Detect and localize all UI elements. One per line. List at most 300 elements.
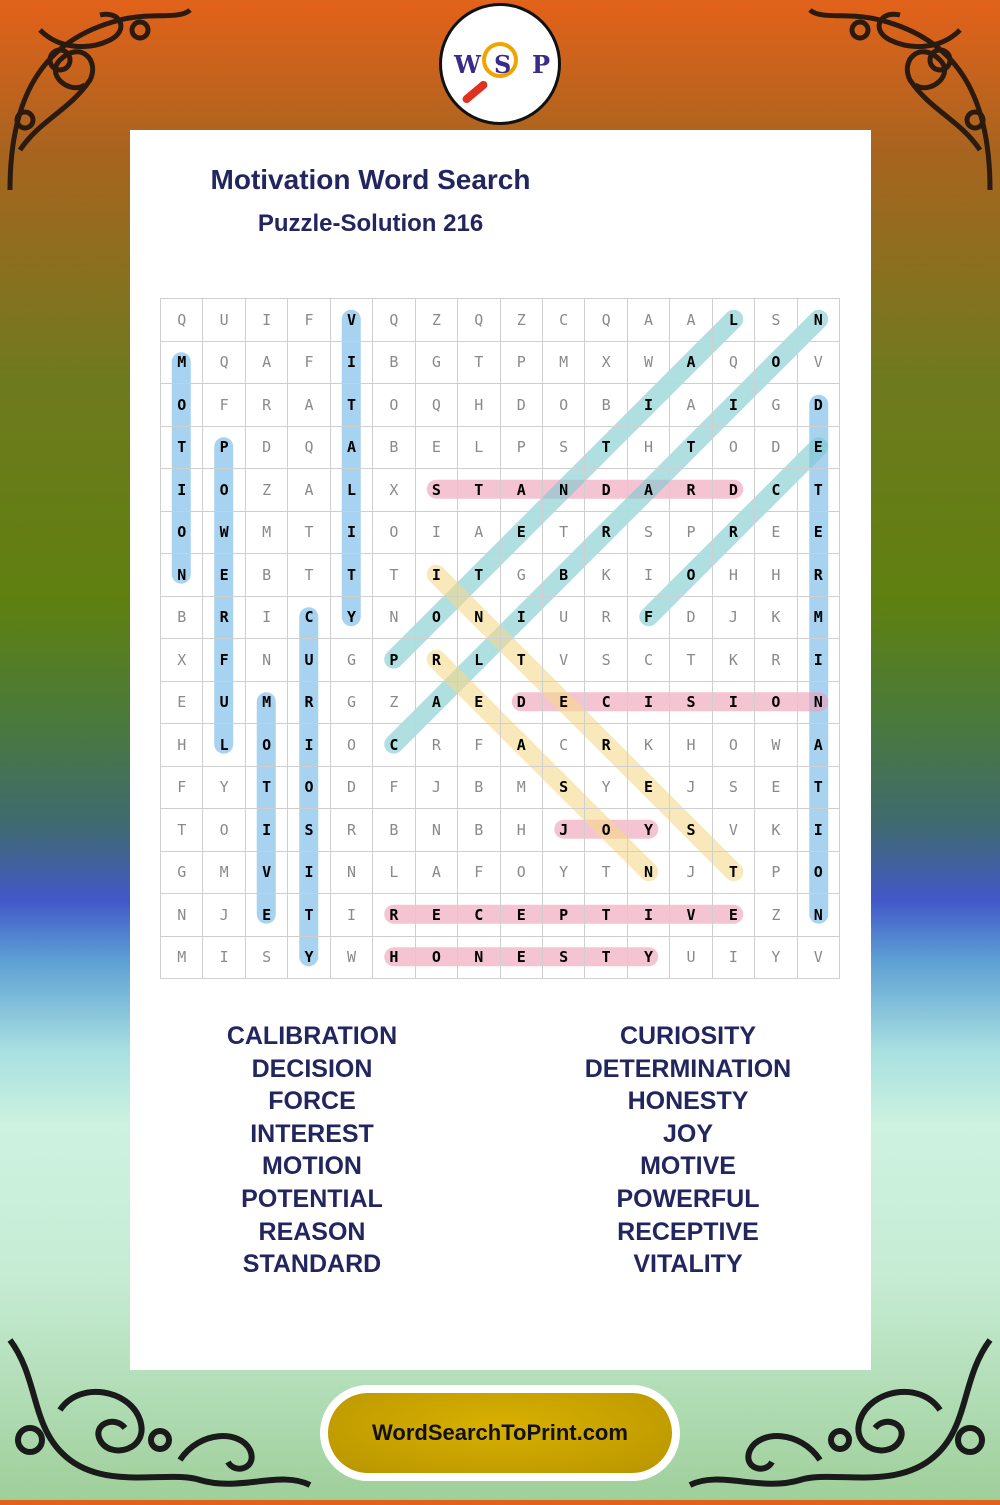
- word-list-item: MOTIVE: [640, 1152, 736, 1181]
- grid-cell[interactable]: R: [670, 469, 712, 512]
- word-list-item: CURIOSITY: [619, 1022, 757, 1050]
- grid-cell[interactable]: I: [245, 596, 287, 639]
- logo-letter-w: W: [454, 50, 481, 79]
- grid-cell[interactable]: Z: [755, 894, 797, 937]
- grid-row: [161, 384, 840, 427]
- grid-cell[interactable]: Y: [627, 809, 669, 852]
- grid-cell[interactable]: A: [415, 681, 457, 724]
- grid-cell[interactable]: A: [797, 724, 839, 767]
- grid-cell[interactable]: V: [712, 809, 754, 852]
- grid-cell[interactable]: Z: [373, 681, 415, 724]
- grid-cell[interactable]: E: [542, 681, 584, 724]
- grid-cell[interactable]: E: [500, 936, 542, 979]
- grid-cell[interactable]: Y: [330, 596, 372, 639]
- grid-cell[interactable]: L: [203, 724, 245, 767]
- grid-cell[interactable]: T: [542, 511, 584, 554]
- grid-cell[interactable]: H: [373, 936, 415, 979]
- grid-cell[interactable]: N: [797, 894, 839, 937]
- grid-cell[interactable]: H: [712, 554, 754, 597]
- grid-cell[interactable]: N: [161, 554, 203, 597]
- grid-cell[interactable]: M: [203, 851, 245, 894]
- grid-cell[interactable]: Z: [415, 299, 457, 342]
- word-list-item: POWERFUL: [616, 1184, 760, 1213]
- grid-cell[interactable]: E: [797, 426, 839, 469]
- grid-cell[interactable]: F: [288, 341, 330, 384]
- grid-row: [161, 299, 840, 342]
- grid-cell[interactable]: I: [415, 554, 457, 597]
- word-list-item: CALIBRATION: [226, 1022, 398, 1050]
- grid-cell[interactable]: L: [458, 426, 500, 469]
- grid-cell[interactable]: Y: [542, 851, 584, 894]
- grid-cell[interactable]: S: [627, 511, 669, 554]
- grid-cell[interactable]: L: [458, 639, 500, 682]
- grid-cell[interactable]: E: [458, 681, 500, 724]
- grid-cell[interactable]: M: [245, 681, 287, 724]
- grid-cell[interactable]: S: [670, 681, 712, 724]
- grid-row: [161, 639, 840, 682]
- grid-cell[interactable]: M: [161, 341, 203, 384]
- grid-cell[interactable]: A: [288, 469, 330, 512]
- grid-cell[interactable]: T: [288, 511, 330, 554]
- grid-cell[interactable]: I: [288, 724, 330, 767]
- grid-cell[interactable]: B: [373, 341, 415, 384]
- grid-cell[interactable]: E: [245, 894, 287, 937]
- grid-cell[interactable]: T: [458, 554, 500, 597]
- grid-row: [161, 554, 840, 597]
- grid-cell[interactable]: R: [373, 894, 415, 937]
- letter-grid: [160, 298, 840, 979]
- grid-cell[interactable]: A: [330, 426, 372, 469]
- grid-cell[interactable]: T: [585, 851, 627, 894]
- grid-cell[interactable]: X: [161, 639, 203, 682]
- grid-cell[interactable]: U: [203, 681, 245, 724]
- grid-cell[interactable]: J: [415, 766, 457, 809]
- grid-cell[interactable]: A: [458, 511, 500, 554]
- grid-cell[interactable]: Y: [288, 936, 330, 979]
- grid-cell[interactable]: O: [542, 384, 584, 427]
- grid-cell[interactable]: T: [500, 639, 542, 682]
- word-list-item: FORCE: [268, 1087, 356, 1116]
- grid-cell[interactable]: T: [585, 936, 627, 979]
- grid-cell[interactable]: O: [415, 936, 457, 979]
- grid-cell[interactable]: H: [627, 426, 669, 469]
- logo-letter-p: P: [532, 50, 551, 79]
- grid-cell[interactable]: R: [712, 511, 754, 554]
- grid-cell[interactable]: D: [245, 426, 287, 469]
- grid-cell[interactable]: E: [755, 766, 797, 809]
- grid-cell[interactable]: F: [627, 596, 669, 639]
- grid-cell[interactable]: V: [330, 299, 372, 342]
- grid-cell[interactable]: N: [373, 596, 415, 639]
- grid-cell[interactable]: O: [670, 554, 712, 597]
- grid-cell[interactable]: B: [458, 809, 500, 852]
- grid-cell[interactable]: O: [373, 384, 415, 427]
- grid-cell[interactable]: A: [670, 384, 712, 427]
- grid-cell[interactable]: I: [797, 639, 839, 682]
- grid-cell[interactable]: T: [670, 639, 712, 682]
- grid-cell[interactable]: G: [415, 341, 457, 384]
- grid-cell[interactable]: A: [245, 341, 287, 384]
- grid-cell[interactable]: P: [542, 894, 584, 937]
- grid-cell[interactable]: I: [500, 596, 542, 639]
- grid-cell[interactable]: P: [670, 511, 712, 554]
- grid-cell[interactable]: C: [627, 639, 669, 682]
- grid-cell[interactable]: W: [627, 341, 669, 384]
- grid-cell[interactable]: I: [245, 809, 287, 852]
- grid-cell[interactable]: S: [755, 299, 797, 342]
- grid-cell[interactable]: R: [415, 724, 457, 767]
- grid-cell[interactable]: I: [712, 936, 754, 979]
- grid-cell[interactable]: O: [161, 511, 203, 554]
- grid-cell[interactable]: I: [330, 894, 372, 937]
- grid-cell[interactable]: T: [245, 766, 287, 809]
- grid-cell[interactable]: A: [670, 299, 712, 342]
- grid-cell[interactable]: C: [542, 299, 584, 342]
- grid-cell[interactable]: G: [755, 384, 797, 427]
- grid-cell[interactable]: A: [415, 851, 457, 894]
- grid-cell[interactable]: N: [458, 936, 500, 979]
- grid-cell[interactable]: I: [161, 469, 203, 512]
- grid-cell[interactable]: O: [203, 469, 245, 512]
- grid-cell[interactable]: T: [288, 554, 330, 597]
- grid-cell[interactable]: V: [797, 936, 839, 979]
- word-list-item: DECISION: [251, 1054, 373, 1083]
- word-list-item: JOY: [662, 1119, 714, 1148]
- grid-cell[interactable]: B: [373, 809, 415, 852]
- grid-cell[interactable]: B: [161, 596, 203, 639]
- grid-cell[interactable]: Q: [288, 426, 330, 469]
- grid-cell[interactable]: Z: [500, 299, 542, 342]
- grid-cell[interactable]: F: [458, 851, 500, 894]
- grid-row: [161, 766, 840, 809]
- grid-cell[interactable]: F: [288, 299, 330, 342]
- grid-cell[interactable]: I: [627, 554, 669, 597]
- grid-cell[interactable]: I: [330, 341, 372, 384]
- grid-cell[interactable]: E: [203, 554, 245, 597]
- grid-cell[interactable]: D: [500, 384, 542, 427]
- word-list-item: STANDARD: [242, 1250, 382, 1279]
- grid-cell[interactable]: D: [330, 766, 372, 809]
- grid-cell[interactable]: L: [712, 299, 754, 342]
- grid-row: [161, 936, 840, 979]
- word-list-item: DETERMINATION: [584, 1054, 792, 1083]
- grid-cell[interactable]: T: [330, 554, 372, 597]
- grid-cell[interactable]: I: [288, 851, 330, 894]
- grid-cell[interactable]: D: [755, 426, 797, 469]
- grid-cell[interactable]: C: [458, 894, 500, 937]
- grid-cell[interactable]: I: [712, 681, 754, 724]
- grid-cell[interactable]: O: [288, 766, 330, 809]
- grid-cell[interactable]: N: [330, 851, 372, 894]
- grid-cell[interactable]: G: [161, 851, 203, 894]
- grid-row: [161, 894, 840, 937]
- site-link-button[interactable]: [320, 1385, 680, 1481]
- grid-cell[interactable]: M: [161, 936, 203, 979]
- grid-cell[interactable]: X: [585, 341, 627, 384]
- grid-cell[interactable]: C: [755, 469, 797, 512]
- grid-cell[interactable]: N: [797, 681, 839, 724]
- grid-row: [161, 596, 840, 639]
- grid-cell[interactable]: J: [670, 766, 712, 809]
- grid-cell[interactable]: E: [415, 894, 457, 937]
- grid-cell[interactable]: S: [585, 639, 627, 682]
- grid-cell[interactable]: Q: [161, 299, 203, 342]
- grid-cell[interactable]: O: [245, 724, 287, 767]
- grid-cell[interactable]: D: [585, 469, 627, 512]
- grid-cell[interactable]: A: [627, 469, 669, 512]
- grid-cell[interactable]: X: [373, 469, 415, 512]
- grid-cell[interactable]: H: [161, 724, 203, 767]
- grid-cell[interactable]: R: [245, 384, 287, 427]
- grid-cell[interactable]: E: [415, 426, 457, 469]
- grid-cell[interactable]: W: [203, 511, 245, 554]
- grid-cell[interactable]: M: [797, 596, 839, 639]
- grid-cell[interactable]: A: [627, 299, 669, 342]
- grid-cell[interactable]: C: [585, 681, 627, 724]
- grid-cell[interactable]: M: [500, 766, 542, 809]
- grid-cell[interactable]: R: [288, 681, 330, 724]
- grid-cell[interactable]: U: [288, 639, 330, 682]
- grid-cell[interactable]: D: [797, 384, 839, 427]
- grid-cell[interactable]: R: [415, 639, 457, 682]
- grid-cell[interactable]: N: [458, 596, 500, 639]
- grid-cell[interactable]: N: [245, 639, 287, 682]
- grid-cell[interactable]: R: [585, 511, 627, 554]
- grid-cell[interactable]: I: [330, 511, 372, 554]
- grid-cell[interactable]: S: [415, 469, 457, 512]
- grid-cell[interactable]: T: [712, 851, 754, 894]
- grid-cell[interactable]: Y: [755, 936, 797, 979]
- grid-cell[interactable]: G: [330, 639, 372, 682]
- word-list-left: [122, 1020, 502, 1281]
- grid-cell[interactable]: T: [458, 469, 500, 512]
- grid-cell[interactable]: T: [670, 426, 712, 469]
- grid-cell[interactable]: B: [458, 766, 500, 809]
- grid-cell[interactable]: I: [627, 681, 669, 724]
- grid-cell[interactable]: R: [330, 809, 372, 852]
- grid-cell[interactable]: Q: [585, 299, 627, 342]
- grid-cell[interactable]: N: [415, 809, 457, 852]
- magnifier-handle: [461, 79, 489, 104]
- grid-cell[interactable]: F: [203, 384, 245, 427]
- grid-cell[interactable]: A: [288, 384, 330, 427]
- grid-cell[interactable]: W: [755, 724, 797, 767]
- grid-cell[interactable]: E: [500, 894, 542, 937]
- grid-row: [161, 851, 840, 894]
- wsp-logo[interactable]: [439, 3, 561, 125]
- grid-cell[interactable]: E: [161, 681, 203, 724]
- grid-cell[interactable]: O: [797, 851, 839, 894]
- grid-row: [161, 469, 840, 512]
- grid-cell[interactable]: Q: [373, 299, 415, 342]
- grid-cell[interactable]: J: [670, 851, 712, 894]
- grid-cell[interactable]: F: [458, 724, 500, 767]
- grid-cell[interactable]: T: [585, 894, 627, 937]
- grid-cell[interactable]: O: [415, 596, 457, 639]
- grid-cell[interactable]: N: [627, 851, 669, 894]
- grid-cell[interactable]: S: [542, 426, 584, 469]
- grid-cell[interactable]: E: [500, 511, 542, 554]
- grid-cell[interactable]: M: [245, 511, 287, 554]
- grid-cell[interactable]: S: [542, 766, 584, 809]
- grid-cell[interactable]: A: [500, 469, 542, 512]
- grid-cell[interactable]: D: [670, 596, 712, 639]
- grid-cell[interactable]: S: [245, 936, 287, 979]
- grid-cell[interactable]: D: [500, 681, 542, 724]
- word-list-item: VITALITY: [633, 1250, 743, 1279]
- grid-cell[interactable]: V: [245, 851, 287, 894]
- grid-cell[interactable]: J: [203, 894, 245, 937]
- grid-cell[interactable]: E: [797, 511, 839, 554]
- grid-cell[interactable]: S: [670, 809, 712, 852]
- grid-cell[interactable]: B: [585, 384, 627, 427]
- word-search-grid: [160, 298, 840, 978]
- grid-cell[interactable]: K: [755, 809, 797, 852]
- grid-cell[interactable]: V: [797, 341, 839, 384]
- grid-cell[interactable]: C: [288, 596, 330, 639]
- grid-cell[interactable]: I: [797, 809, 839, 852]
- grid-cell[interactable]: B: [245, 554, 287, 597]
- grid-cell[interactable]: B: [542, 554, 584, 597]
- grid-cell[interactable]: E: [712, 894, 754, 937]
- grid-cell[interactable]: K: [585, 554, 627, 597]
- grid-cell[interactable]: P: [203, 426, 245, 469]
- grid-cell[interactable]: L: [330, 469, 372, 512]
- grid-cell[interactable]: P: [500, 426, 542, 469]
- grid-cell[interactable]: I: [712, 384, 754, 427]
- grid-cell[interactable]: T: [161, 426, 203, 469]
- grid-cell[interactable]: V: [542, 639, 584, 682]
- word-list-item: MOTION: [262, 1152, 362, 1181]
- grid-cell[interactable]: V: [670, 894, 712, 937]
- grid-cell[interactable]: K: [712, 639, 754, 682]
- grid-cell[interactable]: O: [203, 809, 245, 852]
- word-list-item: HONESTY: [627, 1087, 749, 1116]
- site-link-inner: [328, 1393, 672, 1473]
- grid-cell[interactable]: F: [161, 766, 203, 809]
- grid-cell[interactable]: L: [373, 851, 415, 894]
- grid-cell[interactable]: Q: [712, 341, 754, 384]
- grid-cell[interactable]: R: [755, 639, 797, 682]
- grid-cell[interactable]: T: [797, 469, 839, 512]
- grid-cell[interactable]: T: [373, 554, 415, 597]
- grid-cell[interactable]: O: [161, 384, 203, 427]
- grid-cell[interactable]: A: [670, 341, 712, 384]
- grid-cell[interactable]: J: [542, 809, 584, 852]
- grid-cell[interactable]: U: [542, 596, 584, 639]
- grid-row: [161, 341, 840, 384]
- grid-cell[interactable]: N: [161, 894, 203, 937]
- grid-cell[interactable]: A: [500, 724, 542, 767]
- grid-cell[interactable]: F: [203, 639, 245, 682]
- grid-row: [161, 426, 840, 469]
- grid-cell[interactable]: S: [288, 809, 330, 852]
- grid-row: [161, 511, 840, 554]
- grid-cell[interactable]: H: [500, 809, 542, 852]
- grid-cell[interactable]: H: [458, 384, 500, 427]
- grid-cell[interactable]: O: [712, 724, 754, 767]
- grid-cell[interactable]: H: [755, 554, 797, 597]
- grid-cell[interactable]: I: [415, 511, 457, 554]
- grid-cell[interactable]: D: [712, 469, 754, 512]
- grid-cell[interactable]: C: [542, 724, 584, 767]
- grid-cell[interactable]: T: [330, 384, 372, 427]
- grid-cell[interactable]: S: [542, 936, 584, 979]
- grid-cell[interactable]: G: [500, 554, 542, 597]
- grid-cell[interactable]: Y: [203, 766, 245, 809]
- grid-cell[interactable]: T: [288, 894, 330, 937]
- grid-cell[interactable]: R: [585, 596, 627, 639]
- grid-cell[interactable]: B: [373, 426, 415, 469]
- grid-cell[interactable]: W: [330, 936, 372, 979]
- grid-row: [161, 809, 840, 852]
- grid-cell[interactable]: I: [245, 299, 287, 342]
- grid-cell[interactable]: Y: [627, 936, 669, 979]
- grid-cell[interactable]: E: [627, 766, 669, 809]
- grid-cell[interactable]: T: [585, 426, 627, 469]
- grid-cell[interactable]: R: [203, 596, 245, 639]
- word-list-item: POTENTIAL: [241, 1184, 383, 1213]
- grid-cell[interactable]: K: [627, 724, 669, 767]
- grid-cell[interactable]: Y: [585, 766, 627, 809]
- grid-cell[interactable]: M: [542, 341, 584, 384]
- grid-cell[interactable]: I: [627, 894, 669, 937]
- grid-cell[interactable]: H: [670, 724, 712, 767]
- grid-cell[interactable]: T: [161, 809, 203, 852]
- grid-cell[interactable]: R: [585, 724, 627, 767]
- grid-cell[interactable]: T: [458, 341, 500, 384]
- grid-cell[interactable]: Q: [415, 384, 457, 427]
- grid-cell[interactable]: J: [712, 596, 754, 639]
- grid-cell[interactable]: P: [755, 851, 797, 894]
- grid-cell[interactable]: O: [373, 511, 415, 554]
- grid-cell[interactable]: N: [542, 469, 584, 512]
- grid-cell[interactable]: E: [755, 511, 797, 554]
- grid-cell[interactable]: Q: [458, 299, 500, 342]
- grid-cell[interactable]: O: [330, 724, 372, 767]
- grid-cell[interactable]: O: [500, 851, 542, 894]
- page-subtitle: Puzzle-Solution 216: [257, 210, 484, 237]
- grid-cell[interactable]: O: [755, 341, 797, 384]
- grid-cell[interactable]: S: [712, 766, 754, 809]
- grid-cell[interactable]: U: [670, 936, 712, 979]
- grid-cell[interactable]: O: [585, 809, 627, 852]
- site-link-label: WordSearchToPrint.com: [372, 1420, 628, 1445]
- grid-cell[interactable]: Z: [245, 469, 287, 512]
- grid-cell[interactable]: O: [712, 426, 754, 469]
- word-list-item: INTEREST: [250, 1119, 374, 1148]
- grid-cell[interactable]: U: [203, 299, 245, 342]
- logo-letter-s: S: [494, 50, 512, 79]
- grid-cell[interactable]: I: [627, 384, 669, 427]
- grid-cell[interactable]: K: [755, 596, 797, 639]
- grid-cell[interactable]: O: [755, 681, 797, 724]
- grid-cell[interactable]: C: [373, 724, 415, 767]
- grid-cell[interactable]: T: [797, 766, 839, 809]
- grid-cell[interactable]: Q: [203, 341, 245, 384]
- word-list-right: [498, 1020, 878, 1281]
- word-list-item: RECEPTIVE: [617, 1217, 759, 1246]
- word-list-item: REASON: [258, 1217, 366, 1246]
- page-title: Motivation Word Search: [210, 164, 531, 195]
- grid-cell[interactable]: N: [797, 299, 839, 342]
- grid-cell[interactable]: I: [203, 936, 245, 979]
- grid-cell[interactable]: F: [373, 766, 415, 809]
- grid-cell[interactable]: G: [330, 681, 372, 724]
- grid-cell[interactable]: P: [373, 639, 415, 682]
- grid-cell[interactable]: R: [797, 554, 839, 597]
- grid-cell[interactable]: P: [500, 341, 542, 384]
